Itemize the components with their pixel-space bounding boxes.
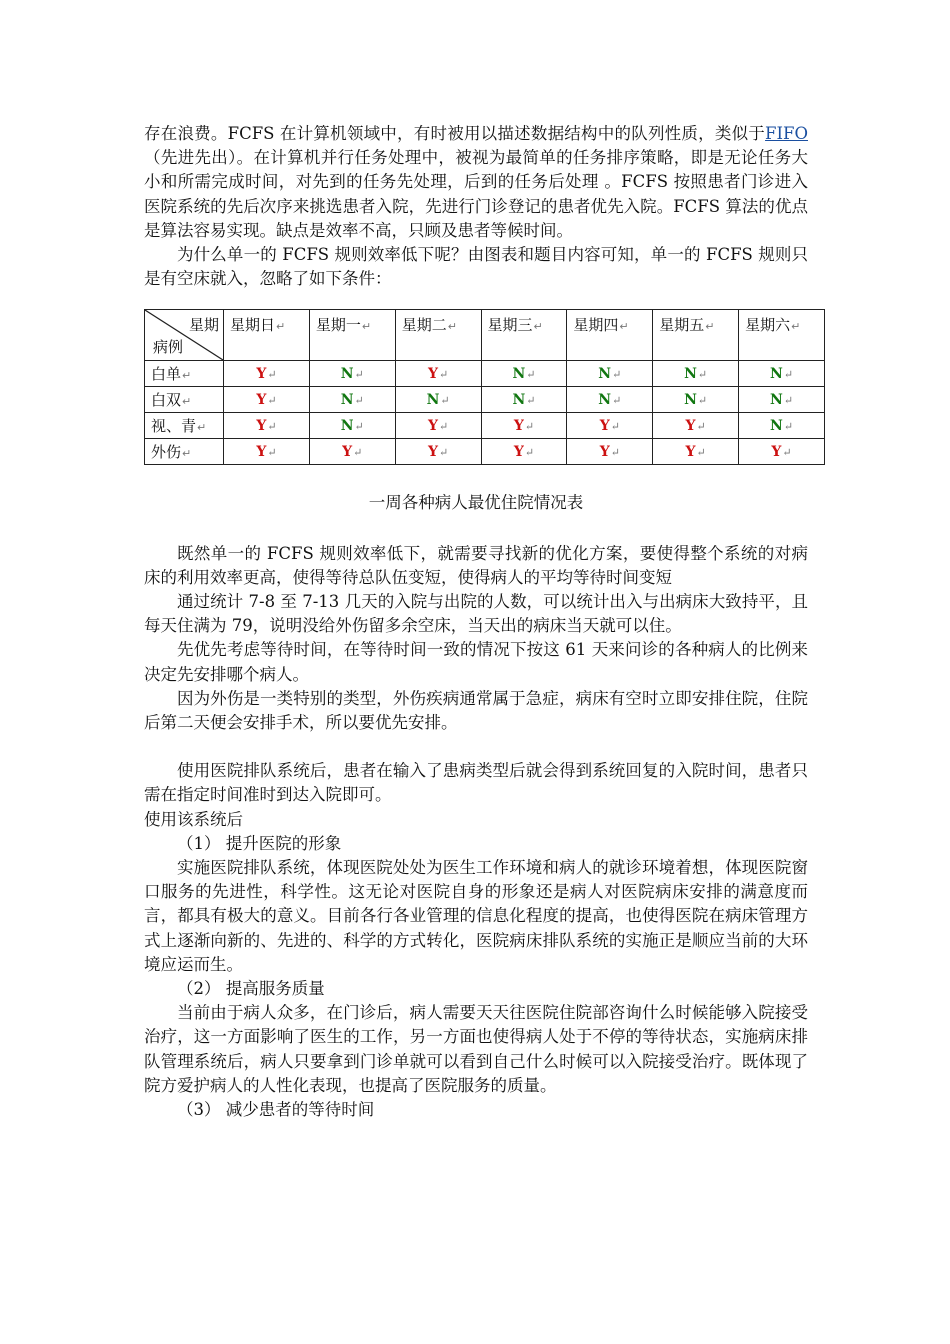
heading-service-quality: （2） 提高服务质量 (177, 979, 325, 999)
day-header: 星期四↵ (567, 310, 653, 361)
mark-cell: N↵ (653, 387, 739, 413)
paragraph-queue-system: 使用医院排队系统后，患者在输入了患病类型后就会得到系统回复的入院时间，患者只需在指定时间准时到达入院即可。 (144, 761, 808, 805)
mark-cell: Y↵ (395, 361, 481, 387)
mark-cell: Y↵ (567, 413, 653, 439)
mark-cell: Y↵ (224, 439, 310, 465)
table-caption: 一周各种病人最优住院情况表 (368, 493, 584, 513)
table-row (145, 387, 825, 413)
table-header-row (145, 310, 825, 361)
case-label: 白单↵ (145, 361, 224, 387)
paragraph-fcfs-intro: 存在浪费。FCFS 在计算机领域中，有时被用以描述数据结构中的队列性质，类似于FIFO（先进先出）。在计算机并行任务处理中，被视为最简单的任务排序策略，即是无论任务大小和所需完成时间，对先到的任务先处理，后到的任务后处理 。FCFS 按照患者门诊进入医院系统的先后次序来挑选患者入院，先进行门诊登记的患者优先入院。FCFS 算法的优点是算法容易实现。缺点是效率不高，只顾及患者等候时间。 (144, 124, 808, 240)
mark-cell: N↵ (567, 361, 653, 387)
day-header: 星期日↵ (224, 310, 310, 361)
paragraph-optimization: 既然单一的 FCFS 规则效率低下，就需要寻找新的优化方案，要使得整个系统的对病床的利用效率更高，使得等待总队伍变短，使得病人的平均等待时间变短 (144, 543, 808, 587)
weekly-admission-table (144, 309, 825, 465)
mark-cell: N↵ (309, 361, 395, 387)
paragraph-image: 实施医院排队系统，体现医院处处为医生工作环境和病人的就诊环境着想，体现医院窗口服务的先进性，科学性。这无论对医院自身的形象还是病人对医院病床安排的满意度而言，都具有极大的意义。目前各行各业管理的信息化程度的提高，也使得医院在病床管理方式上逐渐向新的、先进的、科学的方式转化，医院病床排队系统的实施正是顺应当前的大环境应运而生。 (144, 858, 808, 974)
table-row (145, 413, 825, 439)
mark-cell: N↵ (567, 387, 653, 413)
mark-cell: Y↵ (395, 439, 481, 465)
mark-cell: N↵ (395, 387, 481, 413)
mark-cell: N↵ (739, 413, 825, 439)
mark-cell: Y↵ (567, 439, 653, 465)
mark-cell: Y↵ (653, 413, 739, 439)
mark-cell: Y↵ (653, 439, 739, 465)
mark-cell: Y↵ (739, 439, 825, 465)
paragraph-service-quality: 当前由于病人众多，在门诊后，病人需要天天往医院住院部咨询什么时候能够入院接受治疗，这一方面影响了医生的工作，另一方面也使得病人处于不停的等待状态，实施病床排队管理系统后，病人只要拿到门诊单就可以看到自己什么时候可以入院接受治疗。既体现了院方爱护病人的人性化表现，也提高了医院服务的质量。 (144, 1003, 808, 1095)
case-label: 外伤↵ (145, 439, 224, 465)
paragraph-why-inefficient: 为什么单一的 FCFS 规则效率低下呢？由图表和题目内容可知，单一的 FCFS 规则只是有空床就入，忽略了如下条件： (144, 245, 808, 289)
table-corner-cell (145, 310, 224, 361)
table-row (145, 439, 825, 465)
day-header: 星期一↵ (309, 310, 395, 361)
heading-waiting-time: （3） 减少患者的等待时间 (177, 1100, 375, 1120)
mark-cell: Y↵ (481, 439, 567, 465)
case-label: 白双↵ (145, 387, 224, 413)
corner-case-label: 病例 (153, 338, 184, 357)
mark-cell: Y↵ (224, 387, 310, 413)
day-header: 星期三↵ (481, 310, 567, 361)
mark-cell: N↵ (481, 387, 567, 413)
case-label: 视、青↵ (145, 413, 224, 439)
paragraph-after-use: 使用该系统后 (144, 809, 243, 829)
document-page (144, 122, 808, 1122)
table-row (145, 361, 825, 387)
mark-cell: N↵ (481, 361, 567, 387)
mark-cell: N↵ (653, 361, 739, 387)
mark-cell: N↵ (739, 387, 825, 413)
mark-cell: Y↵ (224, 361, 310, 387)
fifo-link[interactable]: FIFO (765, 124, 808, 143)
mark-cell: N↵ (739, 361, 825, 387)
mark-cell: N↵ (309, 413, 395, 439)
mark-cell: Y↵ (395, 413, 481, 439)
mark-cell: Y↵ (481, 413, 567, 439)
paragraph-trauma: 因为外伤是一类特别的类型，外伤疾病通常属于急症，病床有空时立即安排住院，住院后第二天便会安排手术，所以要优先安排。 (144, 688, 808, 733)
paragraph-waiting-priority: 先优先考虑等待时间，在等待时间一致的情况下按这 61 天来问诊的各种病人的比例来决定先安排哪个病人。 (144, 640, 808, 684)
blank-line (144, 735, 808, 759)
mark-cell: Y↵ (224, 413, 310, 439)
mark-cell: Y↵ (309, 439, 395, 465)
day-header: 星期二↵ (395, 310, 481, 361)
heading-image: （1） 提升医院的形象 (177, 833, 342, 853)
day-header: 星期五↵ (653, 310, 739, 361)
paragraph-statistics: 通过统计 7-8 至 7-13 几天的入院与出院的人数，可以统计出入与出病床大致持平，且每天住满为 79，说明没给外伤留多余空床，当天出的病床当天就可以住。 (144, 592, 808, 636)
corner-weekday-label: 星期 (188, 316, 219, 335)
day-header: 星期六↵ (739, 310, 825, 361)
mark-cell: N↵ (309, 387, 395, 413)
